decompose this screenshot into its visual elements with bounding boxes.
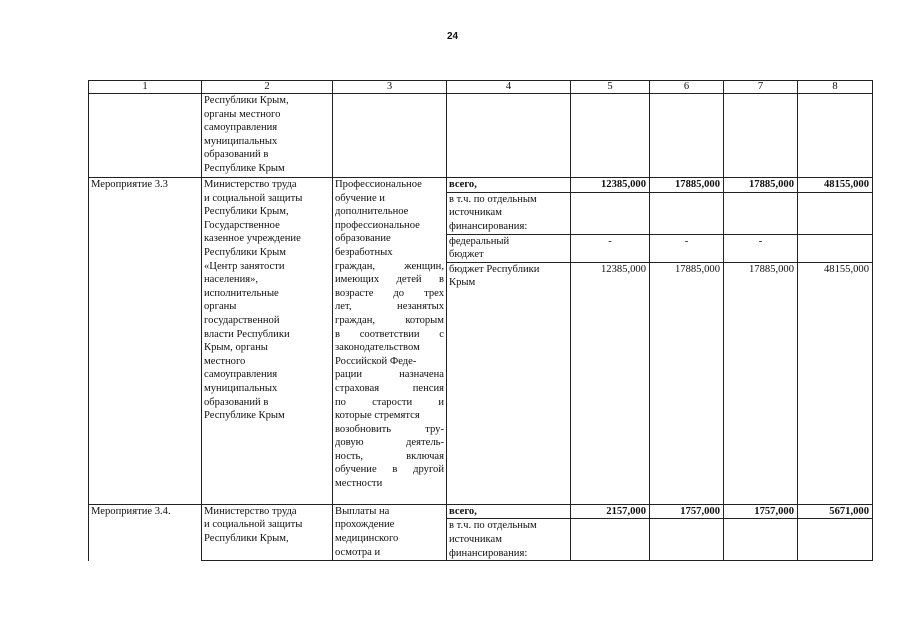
republic-value: 12385,000	[571, 262, 650, 504]
federal-value: -	[724, 234, 798, 262]
header-cell: 5	[571, 81, 650, 94]
total-value: 1757,000	[724, 504, 798, 519]
total-value: 5671,000	[798, 504, 873, 519]
federal-value: -	[571, 234, 650, 262]
header-cell: 2	[202, 81, 333, 94]
measure-3-3-total-row	[89, 178, 873, 193]
page-number: 24	[446, 31, 459, 42]
financing-table	[88, 80, 873, 561]
republic-value: 48155,000	[798, 262, 873, 504]
incl-label: в т.ч. по отдельным источникам финансирования:	[447, 519, 571, 561]
executors-cell: Министерство труда и социальной защиты Республики Крым, Государственное казенное учреждение Республики Крым «Центр занятости населения», исполнительные органы государственной власти Республики Крым, органы местного самоуправления муниципальных образований в Республике Крым	[202, 178, 333, 505]
federal-value	[798, 234, 873, 262]
description-cell: Выплаты на прохождение медицинского осмотра и	[333, 504, 447, 560]
header-cell: 3	[333, 81, 447, 94]
republic-label: бюджет Республики Крым	[447, 262, 571, 504]
total-value: 12385,000	[571, 178, 650, 193]
federal-value: -	[650, 234, 724, 262]
executors-continuation: Республики Крым, органы местного самоуправления муниципальных образований в Республике Крым	[202, 94, 333, 178]
federal-label: федеральный бюджет	[447, 234, 571, 262]
executors-cell: Министерство труда и социальной защиты Республики Крым,	[202, 504, 333, 560]
header-cell: 6	[650, 81, 724, 94]
header-row	[89, 81, 873, 94]
header-cell: 4	[447, 81, 571, 94]
measure-3-4-total-row	[89, 504, 873, 519]
total-value: 2157,000	[571, 504, 650, 519]
total-value: 48155,000	[798, 178, 873, 193]
continuation-row	[89, 94, 873, 178]
republic-value: 17885,000	[650, 262, 724, 504]
description-cell: Профессиональное обучение и дополнительное профессиональное образование безработных граждан, женщин, имеющих детей в возрасте до трех лет, незанятых граждан, которым в соответствии с законодательством Российской Феде- рации назначена страховая пенсия по старости и которые стремятся возобновить тру- довую деятель- ность, включая обучение в другой местности	[333, 178, 447, 505]
total-value: 17885,000	[724, 178, 798, 193]
republic-value: 17885,000	[724, 262, 798, 504]
total-label: всего,	[447, 504, 571, 519]
header-cell: 7	[724, 81, 798, 94]
total-value: 17885,000	[650, 178, 724, 193]
incl-label: в т.ч. по отдельным источникам финансирования:	[447, 192, 571, 234]
measure-name: Мероприятие 3.3	[89, 178, 202, 505]
header-cell: 1	[89, 81, 202, 94]
total-value: 1757,000	[650, 504, 724, 519]
total-label: всего,	[447, 178, 571, 193]
header-cell: 8	[798, 81, 873, 94]
measure-name: Мероприятие 3.4.	[89, 504, 202, 560]
